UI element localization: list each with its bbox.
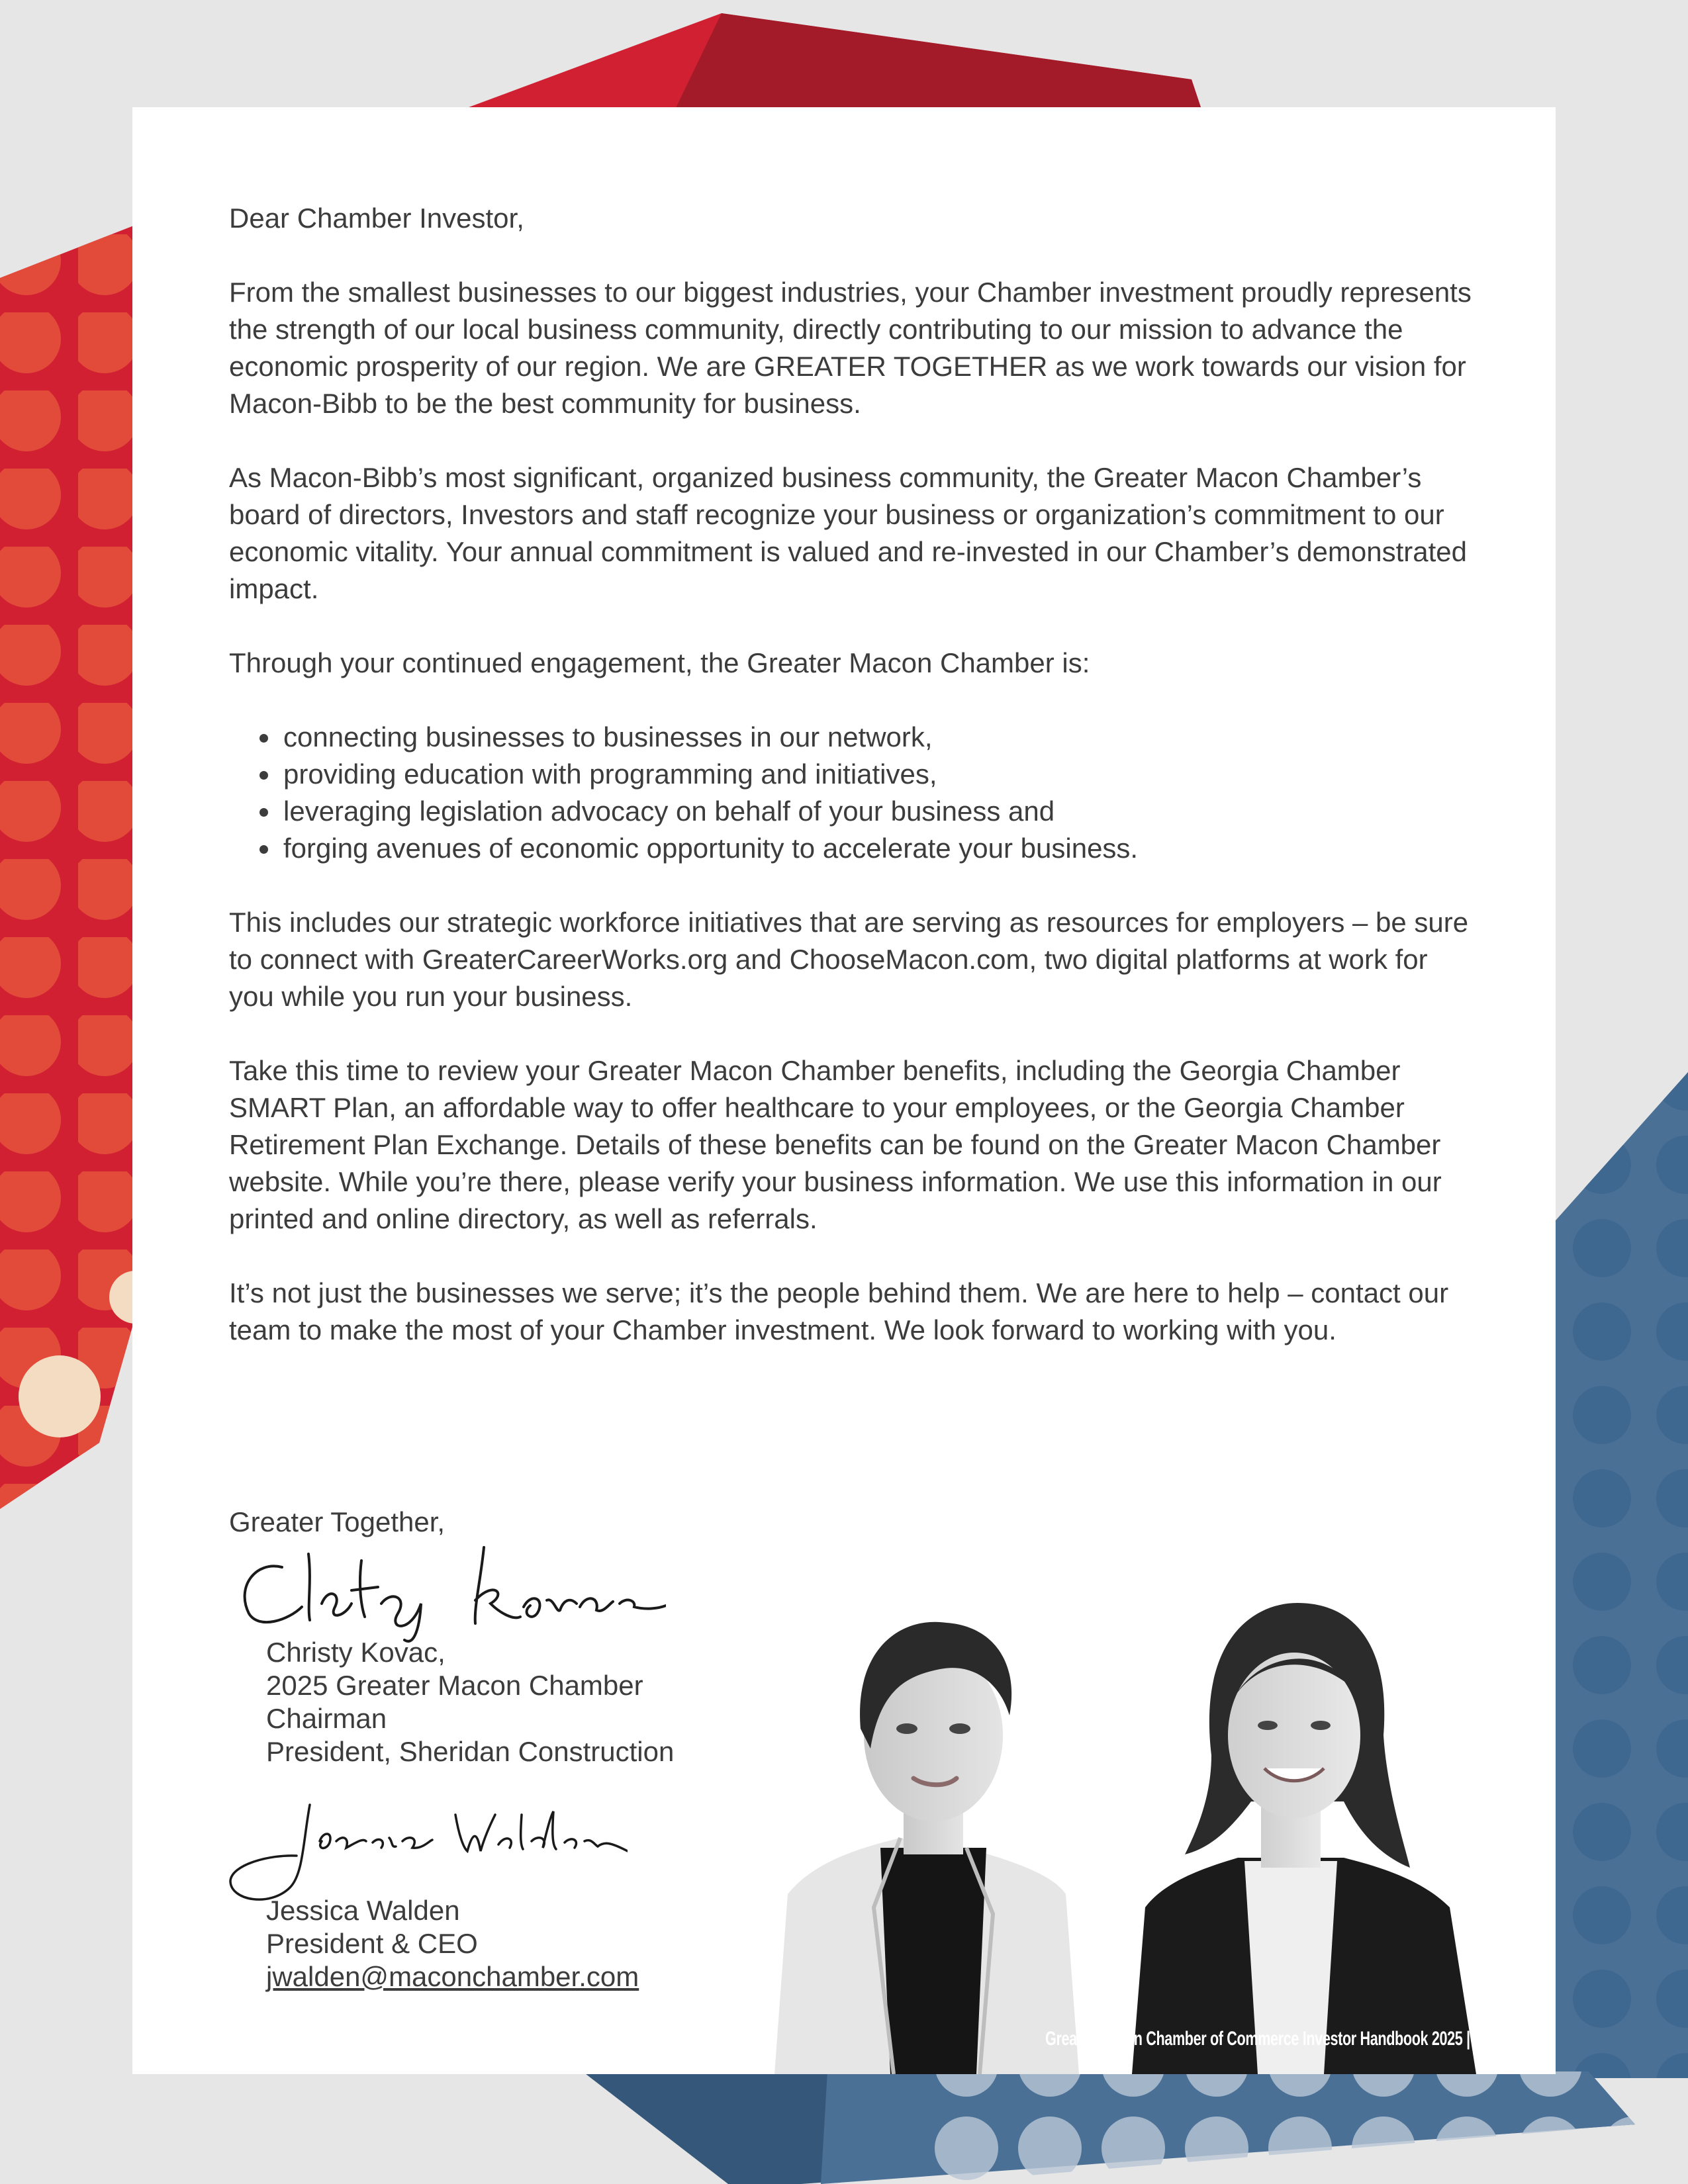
signer-1-company: President, Sheridan Construction [266, 1736, 675, 1767]
greeting: Dear Chamber Investor, [229, 203, 524, 234]
woman-1-top [880, 1848, 986, 2074]
list-item: • leveraging legislation advocacy on behalf of your business and [281, 793, 1474, 830]
signer-1-title: 2025 Greater Macon Chamber [266, 1670, 643, 1701]
paragraph-4: This includes our strategic workforce initiatives that are serving as resources for employers – be sure to connect with GreaterCareerWorks.org and ChooseMacon.com, two digital platforms at work for you while you run your business. [229, 907, 1469, 1012]
paragraph-1: From the smallest businesses to our biggest industries, your Chamber investment proudly represents the strength of our local business community, directly contributing to our mission to advance the economic prosperity of our region. We are GREATER TOGETHER as we work towards our vision for Macon-Bibb to be the best community for business. [229, 277, 1472, 419]
closing: Greater Together, [229, 1506, 445, 1537]
engagement-list [229, 719, 1474, 867]
signer-2-name: Jessica Walden [266, 1895, 460, 1926]
letter-page [132, 107, 1556, 2074]
blue-dots-bottom [927, 2071, 1635, 2184]
signer-2-block [266, 1894, 639, 1993]
signer-2-title: President & CEO [266, 1928, 478, 1959]
signer-1-name: Christy Kovac, [266, 1637, 445, 1668]
list-item: • connecting businesses to businesses in our network, [281, 719, 1474, 756]
cream-dot [19, 1355, 101, 1437]
paragraph-6: It’s not just the businesses we serve; it’s the people behind them. We are here to help – contact our team to make the most of your Chamber investment. We look forward to working with you. [229, 1277, 1449, 1345]
letter-body [229, 200, 1474, 1386]
page-footer: Greater Macon Chamber of Commerce Investor Handbook 2025 | Page 1 [1045, 2028, 1519, 2050]
paragraph-2: As Macon-Bibb’s most significant, organized business community, the Greater Macon Chamber’s board of directors, Investors and staff recognize your business or organization’s commitment to our economic vitality. Your annual commitment is valued and re-invested in our Chamber’s demonstrated impact. [229, 462, 1467, 604]
portrait-photo [748, 1537, 1556, 2074]
paragraph-5: Take this time to review your Greater Macon Chamber benefits, including the Georgia Chamber SMART Plan, an affordable way to offer healthcare to your employees, or the Georgia Chamber Retirement Plan Exchange. Details of these benefits can be found on the Greater Macon Chamber website. While you’re there, please verify your business information. We use this information in our printed and online directory, as well as referrals. [229, 1055, 1442, 1234]
signer-1-block [266, 1636, 674, 1768]
signature-christy-kovac [229, 1541, 666, 1647]
signer-2-email-link[interactable]: jwalden@maconchamber.com [266, 1961, 639, 1992]
list-item: • providing education with programming and initiatives, [281, 756, 1474, 793]
list-item: • forging avenues of economic opportunity to accelerate your business. [281, 830, 1474, 867]
red-shard-top-dark [675, 13, 1201, 109]
signer-1-role: Chairman [266, 1703, 387, 1734]
paragraph-3: Through your continued engagement, the Greater Macon Chamber is: [229, 647, 1090, 678]
